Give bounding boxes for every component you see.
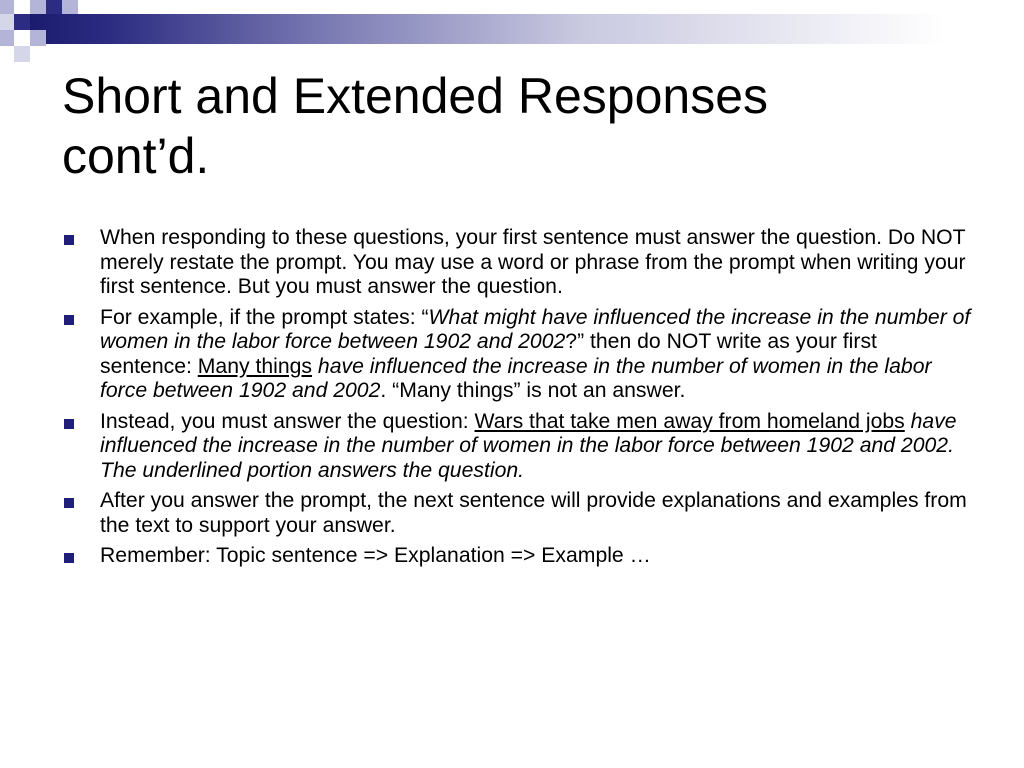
bullet-4-text: After you answer the prompt, the next sentence will provide explanations and examples from the text to support your answer. (100, 489, 967, 537)
bullet-2-text-c: . “Many things” is not an answer. (380, 379, 686, 402)
bullet-5-text: Remember: Topic sentence => Explanation => Example … (100, 544, 651, 567)
square-bullet-icon (64, 498, 74, 508)
decorative-square-4 (46, 0, 62, 14)
bullet-item-1 (62, 226, 972, 300)
square-bullet-icon (64, 553, 74, 563)
decorative-square-10 (14, 46, 30, 62)
decorative-square-3 (30, 0, 46, 14)
decorative-square-6 (14, 14, 30, 30)
slide-title-line-2: cont’d. (62, 128, 210, 184)
square-bullet-icon (64, 315, 74, 325)
bullet-2-prompt-italic: What might have influenced the increase in the number of women in the labor force between 1902 and 2002 (100, 305, 971, 353)
bullet-3-italic-text: have influenced the increase in the number of women in the labor force between 1902 and 2002. The underlined portion answers the question. (100, 409, 957, 482)
header-banner (30, 14, 1024, 44)
bullet-1-text: When responding to these questions, your first sentence must answer the question. Do NOT merely restate the prompt. You may use a word or phrase from the prompt when writing your first sentence. But you must answer the question. (100, 226, 966, 298)
bullet-item-3 (62, 410, 972, 484)
bullet-item-2 (62, 306, 972, 404)
decorative-square-2 (14, 0, 30, 14)
bullet-3-underlined-answer: Wars that take men away from homeland jobs (474, 409, 905, 433)
bullet-2-underlined-phrase: Many things (197, 354, 313, 378)
bullet-2-example-italic: have influenced the increase in the number of women in the labor force between 1902 and 2002 (100, 354, 932, 402)
square-bullet-icon (64, 235, 74, 245)
slide-title-line-1: Short and Extended Responses (62, 68, 769, 124)
decorative-square-5 (62, 0, 78, 14)
decorative-square-8 (30, 30, 46, 46)
bullet-item-5 (62, 544, 972, 569)
decorative-square-1 (0, 0, 14, 14)
bullet-2-text-a: For example, if the prompt states: “ (100, 305, 429, 329)
decorative-square-7 (0, 14, 14, 30)
bullet-list (62, 226, 972, 575)
bullet-3-text-a: Instead, you must answer the question: (100, 409, 475, 433)
decorative-square-9 (0, 30, 14, 46)
bullet-2-text-b: ?” then do NOT write as your first sentence: (100, 330, 877, 378)
square-bullet-icon (64, 419, 74, 429)
slide-title (62, 66, 962, 186)
bullet-item-4 (62, 489, 972, 538)
